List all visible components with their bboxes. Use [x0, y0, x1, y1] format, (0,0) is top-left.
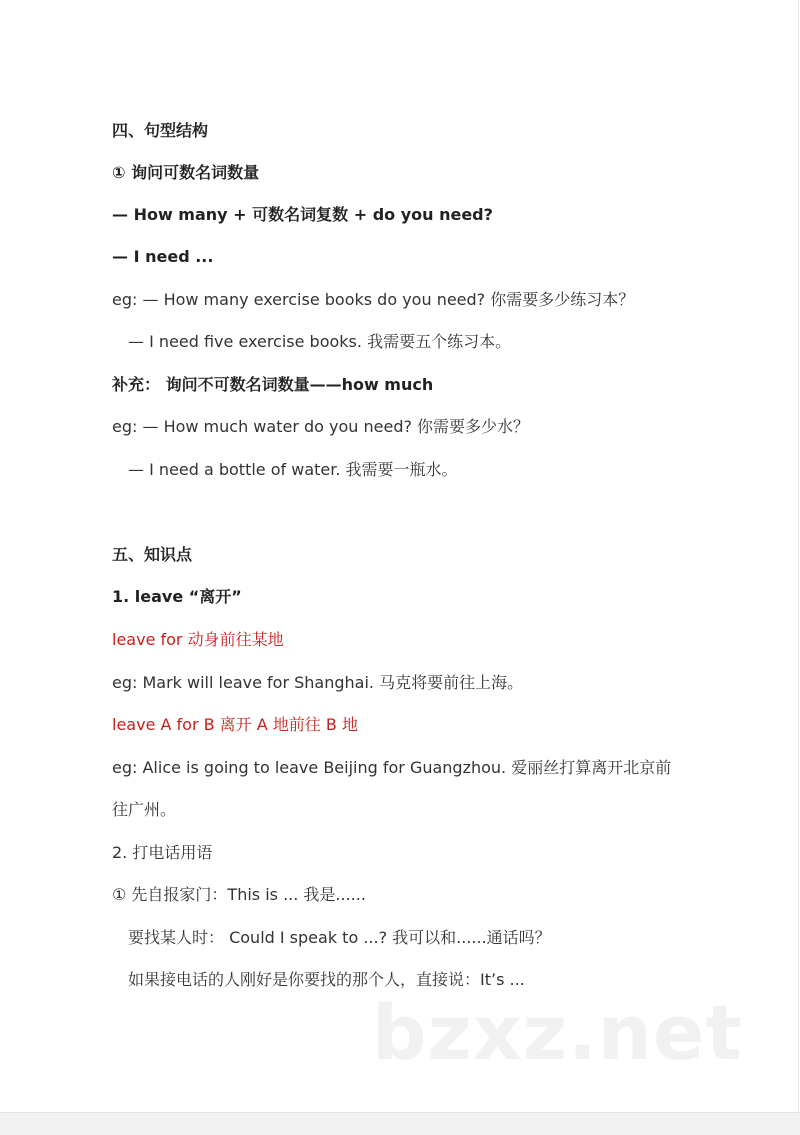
supplement-how-much: 补充： 询问不可数名词数量——how much [112, 375, 434, 394]
page-bottom-edge [0, 1112, 800, 1135]
subheading-phone-expressions: 2. 打电话用语 [112, 843, 213, 862]
phone-ask-for-someone: 要找某人时： Could I speak to ...? 我可以和......通话吗？ [128, 928, 551, 947]
example-leave-a-for-b: eg: Alice is going to leave Beijing for Guangzhou. 爱丽丝打算离开北京前 [112, 758, 672, 777]
phone-introduce-self: ① 先自报家门：This is ... 我是...... [112, 885, 366, 904]
example-how-many-answer: — I need five exercise books. 我需要五个练习本。 [128, 332, 512, 351]
example-leave-a-for-b-continued: 往广州。 [112, 800, 177, 819]
example-leave-for: eg: Mark will leave for Shanghai. 马克将要前往上海。 [112, 673, 524, 692]
section-heading-sentence-structure: 四、句型结构 [112, 121, 209, 140]
section-heading-knowledge-points: 五、知识点 [112, 545, 193, 564]
example-how-many-question: eg: — How many exercise books do you need? 你需要多少练习本？ [112, 290, 635, 309]
pattern-answer-i-need: — I need ... [112, 247, 214, 266]
watermark-logo: bzxz.net [372, 988, 743, 1077]
pattern-question-how-many: — How many + 可数名词复数 + do you need? [112, 205, 493, 224]
example-how-much-answer: — I need a bottle of water. 我需要一瓶水。 [128, 460, 458, 479]
subheading-leave: 1. leave “离开” [112, 587, 242, 606]
phone-its-me: 如果接电话的人刚好是你要找的那个人，直接说：It’s ... [128, 970, 525, 989]
phrase-leave-a-for-b: leave A for B 离开 A 地前往 B 地 [112, 715, 358, 734]
example-how-much-question: eg: — How much water do you need? 你需要多少水？ [112, 417, 530, 436]
subheading-countable-quantity: ① 询问可数名词数量 [112, 163, 260, 182]
phrase-leave-for: leave for 动身前往某地 [112, 630, 284, 649]
